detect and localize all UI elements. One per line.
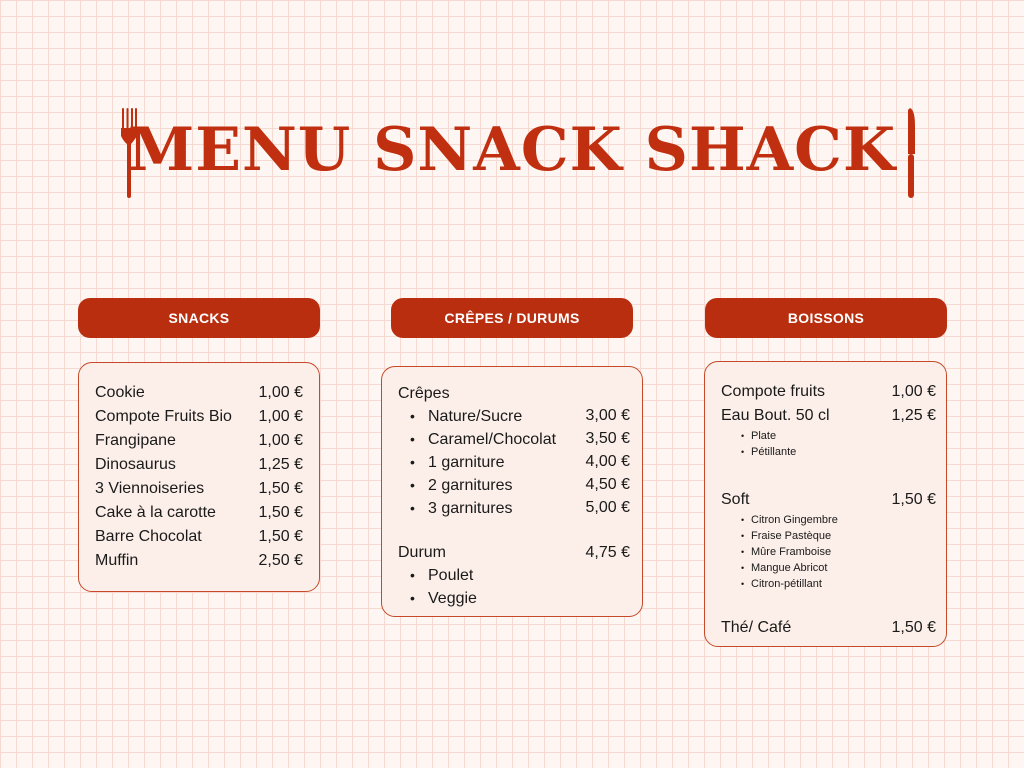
- list-item: • Nature/Sucre 3,00 €: [398, 405, 630, 428]
- list-item: Muffin 2,50 €: [95, 552, 303, 569]
- option-item: • Plate: [741, 428, 936, 444]
- list-item: Cake à la carotte 1,50 €: [95, 504, 303, 521]
- list-item: Compote fruits 1,00 €: [721, 383, 936, 400]
- list-item: 3 Viennoiseries 1,50 €: [95, 480, 303, 497]
- option-item: • Mûre Framboise: [741, 544, 936, 560]
- durum-row: Durum 4,75 €: [398, 544, 630, 561]
- option-item: • Mangue Abricot: [741, 560, 936, 576]
- list-item: Eau Bout. 50 cl 1,25 €: [721, 407, 936, 424]
- list-item: • Veggie: [398, 587, 630, 610]
- eau-options: [721, 428, 936, 460]
- option-item: • Pétillante: [741, 444, 936, 460]
- list-item: Dinosaurus 1,25 €: [95, 456, 303, 473]
- knife-icon: [902, 106, 920, 200]
- list-item: • 1 garniture 4,00 €: [398, 451, 630, 474]
- crepes-label: Crêpes: [398, 385, 450, 402]
- list-item: • 3 garnitures 5,00 €: [398, 497, 630, 520]
- crepes-card: [381, 366, 643, 617]
- option-item: • Citron Gingembre: [741, 512, 936, 528]
- list-item: • 2 garnitures 4,50 €: [398, 474, 630, 497]
- list-item: Compote Fruits Bio 1,00 €: [95, 408, 303, 425]
- list-item: Thé/ Café 1,50 €: [721, 619, 936, 636]
- list-item: Frangipane 1,00 €: [95, 432, 303, 449]
- list-item: • Caramel/Chocolat 3,50 €: [398, 428, 630, 451]
- list-item: • Poulet: [398, 564, 630, 587]
- title-row: [0, 100, 1024, 204]
- list-item: Cookie 1,00 €: [95, 384, 303, 401]
- crepes-header: CRÊPES / DURUMS: [391, 298, 633, 338]
- list-item: Barre Chocolat 1,50 €: [95, 528, 303, 545]
- soft-options: [721, 512, 936, 592]
- option-item: • Fraise Pastèque: [741, 528, 936, 544]
- boissons-card: [704, 361, 947, 647]
- list-item: Soft 1,50 €: [721, 491, 936, 508]
- page-title: MENU SNACK SHACK: [127, 115, 897, 185]
- snacks-header: SNACKS: [78, 298, 320, 338]
- option-item: • Citron-pétillant: [741, 576, 936, 592]
- snacks-card: [78, 362, 320, 592]
- boissons-header: BOISSONS: [705, 298, 947, 338]
